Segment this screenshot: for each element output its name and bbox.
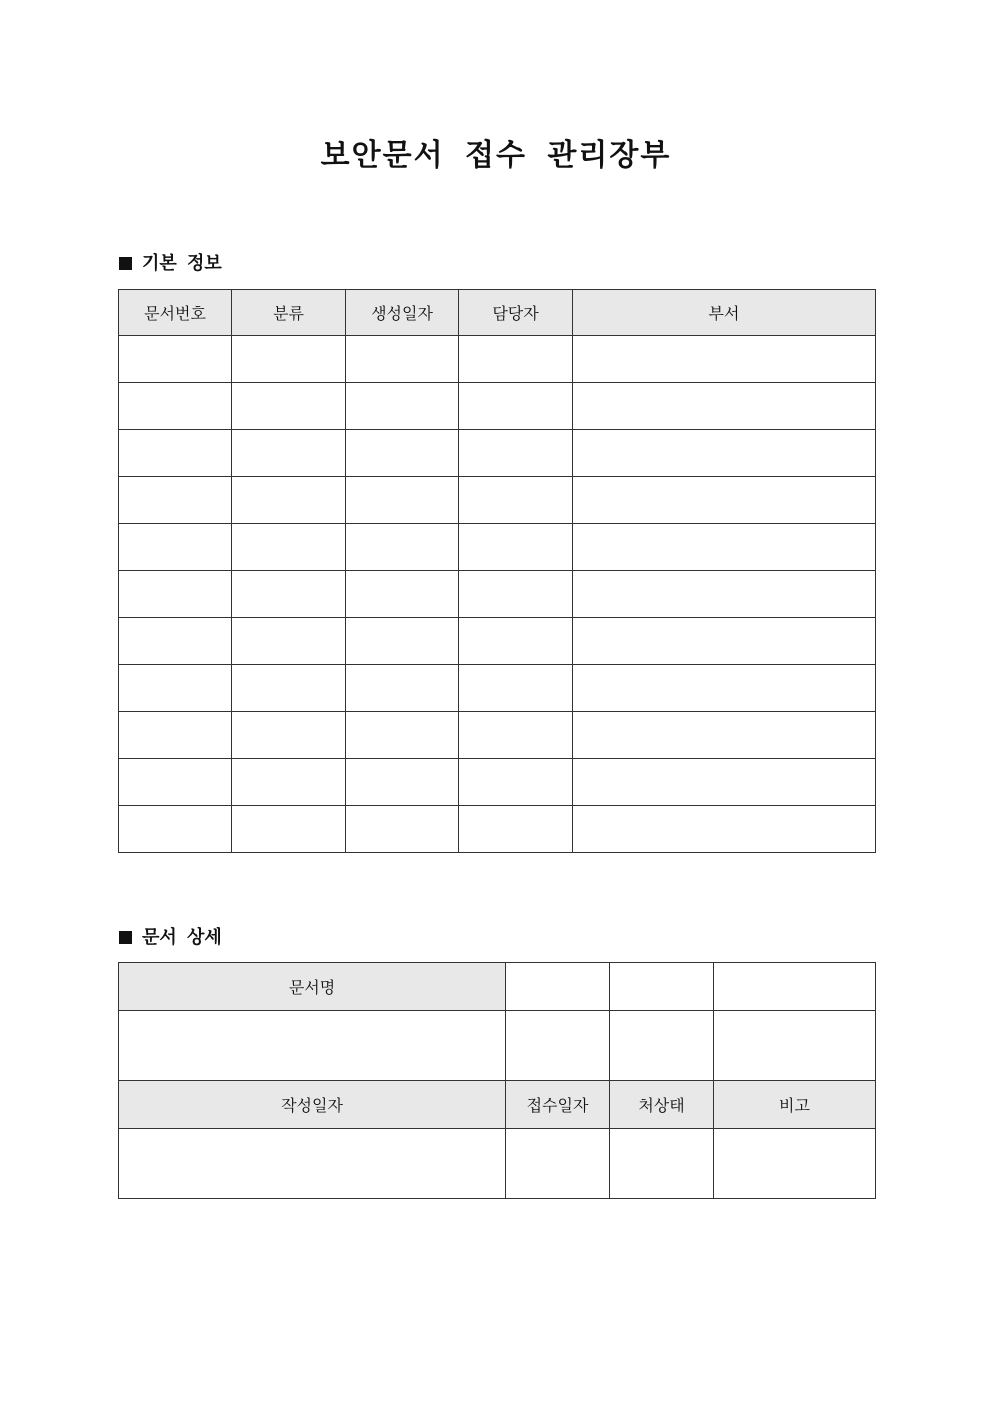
table-cell[interactable] (232, 336, 346, 383)
table-cell[interactable] (610, 963, 714, 1011)
table-row (119, 618, 876, 665)
table-row (119, 336, 876, 383)
table-cell[interactable] (459, 759, 573, 806)
table-row (119, 759, 876, 806)
table-cell[interactable] (573, 618, 876, 665)
table-cell[interactable] (459, 383, 573, 430)
table-cell[interactable] (232, 524, 346, 571)
table-cell[interactable] (119, 618, 232, 665)
column-header-written-date: 작성일자 (119, 1081, 506, 1129)
column-header-status: 처상태 (610, 1081, 714, 1129)
square-bullet-icon (119, 931, 132, 944)
table-cell[interactable] (119, 806, 232, 853)
table-cell[interactable] (573, 759, 876, 806)
table-cell[interactable] (459, 712, 573, 759)
table-cell[interactable] (119, 1011, 506, 1081)
table-cell[interactable] (346, 477, 459, 524)
table-cell[interactable] (459, 665, 573, 712)
table-cell[interactable] (506, 1011, 610, 1081)
table-cell[interactable] (119, 477, 232, 524)
table-row (119, 571, 876, 618)
table-cell[interactable] (506, 963, 610, 1011)
table-cell[interactable] (119, 430, 232, 477)
table-cell[interactable] (459, 477, 573, 524)
table-cell[interactable] (232, 712, 346, 759)
column-header-category: 분류 (232, 290, 346, 336)
table-cell[interactable] (119, 336, 232, 383)
detail-header-row (119, 1081, 876, 1129)
table-cell[interactable] (573, 524, 876, 571)
table-cell[interactable] (346, 383, 459, 430)
table-cell[interactable] (346, 524, 459, 571)
table-cell[interactable] (610, 1011, 714, 1081)
column-header-received-date: 접수일자 (506, 1081, 610, 1129)
section-heading-label: 기본 정보 (142, 253, 222, 274)
table-cell[interactable] (232, 806, 346, 853)
detail-header-row (119, 963, 876, 1011)
table-cell[interactable] (573, 336, 876, 383)
table-cell[interactable] (346, 430, 459, 477)
section-heading-basic-info (119, 252, 222, 276)
column-header-created-date: 생성일자 (346, 290, 459, 336)
table-cell[interactable] (573, 806, 876, 853)
column-header-document-number: 문서번호 (119, 290, 232, 336)
table-cell[interactable] (232, 383, 346, 430)
table-row (119, 524, 876, 571)
column-header-manager: 담당자 (459, 290, 573, 336)
table-row (119, 383, 876, 430)
table-cell[interactable] (232, 759, 346, 806)
table-cell[interactable] (459, 524, 573, 571)
table-row (119, 1129, 876, 1199)
table-cell[interactable] (459, 336, 573, 383)
table-row (119, 806, 876, 853)
table-cell[interactable] (714, 963, 876, 1011)
table-row (119, 477, 876, 524)
section-heading-label: 문서 상세 (142, 927, 222, 948)
table-row (119, 430, 876, 477)
table-cell[interactable] (573, 712, 876, 759)
table-header-row (119, 290, 876, 336)
table-cell[interactable] (232, 618, 346, 665)
table-cell[interactable] (232, 571, 346, 618)
table-cell[interactable] (346, 665, 459, 712)
column-header-remarks: 비고 (714, 1081, 876, 1129)
table-cell[interactable] (573, 430, 876, 477)
table-cell[interactable] (573, 571, 876, 618)
square-bullet-icon (119, 257, 132, 270)
table-cell[interactable] (459, 430, 573, 477)
table-cell[interactable] (119, 524, 232, 571)
table-cell[interactable] (119, 665, 232, 712)
table-cell[interactable] (714, 1011, 876, 1081)
table-row (119, 665, 876, 712)
table-cell[interactable] (459, 571, 573, 618)
table-cell[interactable] (232, 430, 346, 477)
table-cell[interactable] (119, 712, 232, 759)
table-cell[interactable] (573, 665, 876, 712)
basic-info-table (118, 289, 876, 853)
column-header-document-name: 문서명 (119, 963, 506, 1011)
table-cell[interactable] (346, 806, 459, 853)
table-cell[interactable] (714, 1129, 876, 1199)
table-cell[interactable] (346, 571, 459, 618)
table-cell[interactable] (119, 383, 232, 430)
page-title: 보안문서 접수 관리장부 (320, 138, 672, 173)
document-detail-table (118, 962, 876, 1199)
table-cell[interactable] (119, 571, 232, 618)
table-cell[interactable] (610, 1129, 714, 1199)
table-cell[interactable] (459, 618, 573, 665)
table-cell[interactable] (459, 806, 573, 853)
table-cell[interactable] (119, 1129, 506, 1199)
table-cell[interactable] (346, 618, 459, 665)
table-cell[interactable] (346, 712, 459, 759)
column-header-department: 부서 (573, 290, 876, 336)
table-cell[interactable] (573, 477, 876, 524)
table-cell[interactable] (232, 477, 346, 524)
table-cell[interactable] (232, 665, 346, 712)
table-cell[interactable] (573, 383, 876, 430)
table-row (119, 1011, 876, 1081)
table-cell[interactable] (346, 759, 459, 806)
table-cell[interactable] (506, 1129, 610, 1199)
table-cell[interactable] (346, 336, 459, 383)
section-heading-document-detail (119, 926, 222, 950)
table-row (119, 712, 876, 759)
table-cell[interactable] (119, 759, 232, 806)
